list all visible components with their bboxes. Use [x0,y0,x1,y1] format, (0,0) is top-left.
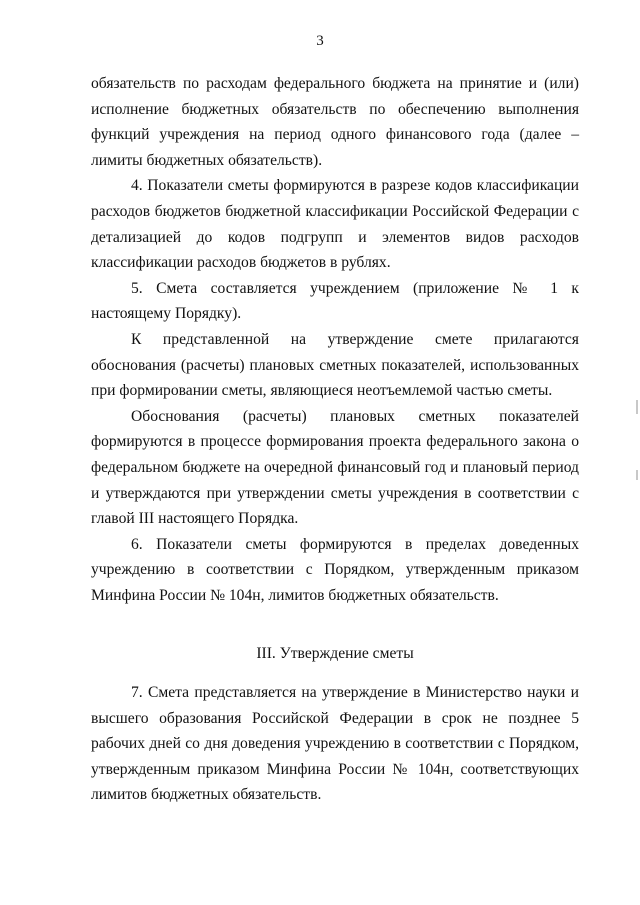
section-heading: III. Утверждение сметы [256,645,414,662]
page-number: 3 [316,33,324,49]
paragraph-justifications: Обоснования (расчеты) плановых сметных показателей формируются в процессе формирования проекта федерального закона о федеральном бюджете на очередной финансовый год и плановый период и утверждаются при утверждении сметы учреждения в соответствии с главой III настоящего Порядка. [91,407,579,528]
paragraph-attachments: К представленной на утверждение смете прилагаются обоснования (расчеты) плановых сметных показателей, использованных при формировании сметы, являющиеся неотъемлемой частью сметы. [91,330,579,400]
paragraph-item-4: 4. Показатели сметы формируются в разрезе кодов классификации расходов бюджетов бюджетной классификации Российской Федерации с детализацией до кодов подгрупп и элементов видов расходов классификации расходов бюджетов в рублях. [91,177,579,272]
scan-edge-mark [636,470,638,480]
scan-edge-mark [636,400,638,414]
paragraph-item-6: 6. Показатели сметы формируются в пределах доведенных учреждению в соответствии с Порядком, утвержденным приказом Минфина России № 104н, лимитов бюджетных обязательств. [91,535,579,604]
document-body-section-3 [91,680,579,808]
paragraph-item-5: 5. Смета составляется учреждением (приложение № 1 к настоящему Порядку). [91,279,579,323]
paragraph-item-7: 7. Смета представляется на утверждение в Министерство науки и высшего образования Российской Федерации в срок не позднее 5 рабочих дней со дня доведения учреждению в соответствии с Порядком, утвержденным приказом Минфина России № 104н, соответствующих лимитов бюджетных обязательств. [91,684,579,804]
paragraph-obligations-continuation: обязательств по расходам федерального бюджета на принятие и (или) исполнение бюджетных обязательств по обеспечению выполнения функций учреждения на период одного финансового года (далее – лимиты бюджетных обязательств). [91,75,579,169]
document-body [91,71,579,608]
